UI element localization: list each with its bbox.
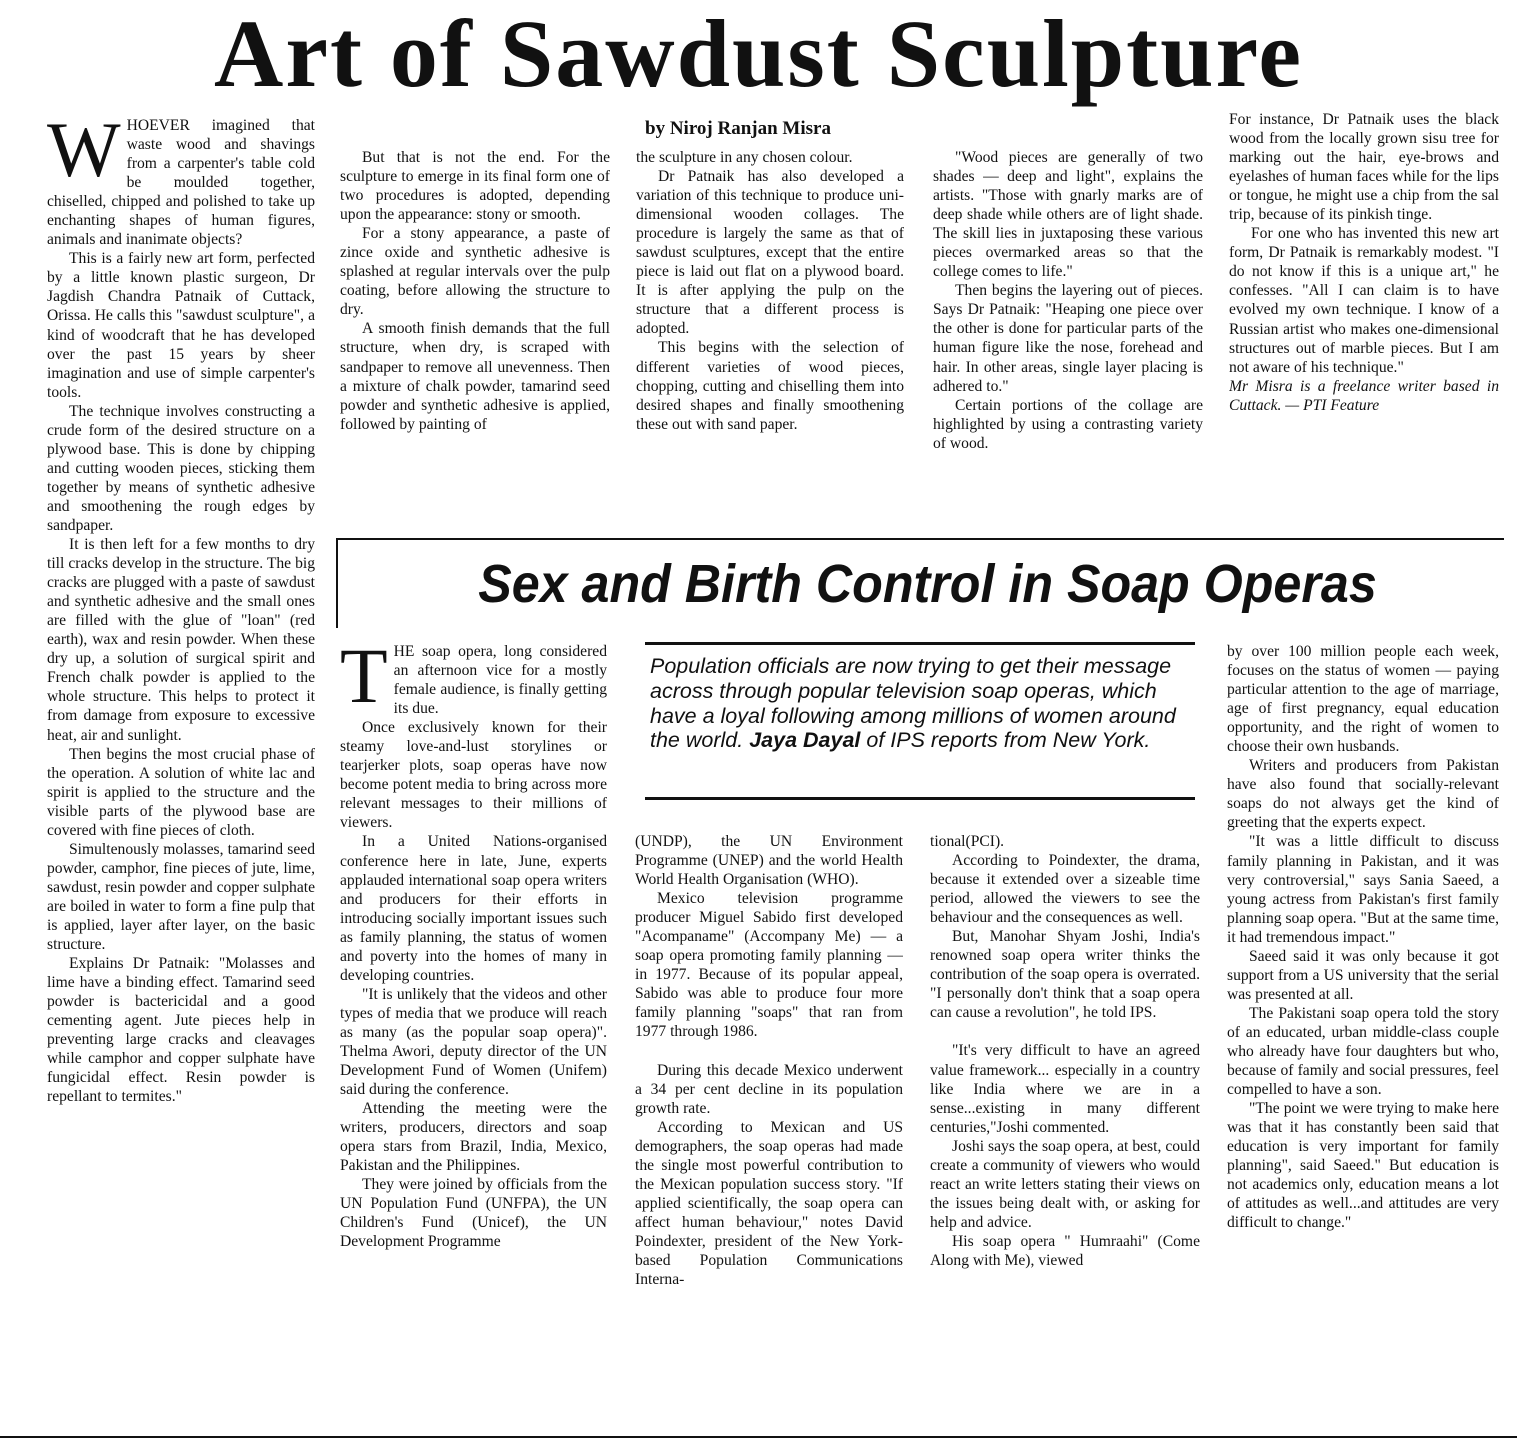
- paragraph: This begins with the selection of different varieties of wood pieces, chopping, cutting and chiselling them into desired shapes and finally smoothening these out with sand paper.: [636, 339, 904, 433]
- paragraph: For instance, Dr Patnaik uses the black wood from the locally grown sisu tree for marking out the hair, eye-brows and eyelashes of human faces while for the lips or tongue, he might use a chip from the sal trip, because of its pinkish tinge.: [1229, 111, 1499, 224]
- standfirst-author: Jaya Dayal: [749, 728, 861, 753]
- article1-column-5: [1229, 110, 1499, 532]
- paragraph: WHOEVER imagined that waste wood and shavings from a carpenter's table cold be moulded together, chiselled, chipped and polished to take up enchanting shapes of human figures, animals and inanimate objects?: [47, 116, 315, 249]
- paragraph: They were joined by officials from the UN Population Fund (UNFPA), the UN Children's Fund (Unicef), the UN Development Programme: [340, 1176, 607, 1251]
- paragraph: His soap opera " Humraahi" (Come Along with Me), viewed: [930, 1232, 1200, 1269]
- paragraph: Joshi says the soap opera, at best, could create a community of viewers who would react an write letters stating their views on the issues being dealt with, or asking for help and advice.: [930, 1137, 1200, 1231]
- article1-column-4: [933, 148, 1203, 530]
- paragraph: Simultenously molasses, tamarind seed powder, camphor, fine pieces of jute, lime, sawdust, resin powder and copper sulphate are boiled in water to form a fine pulp that is applied, layer after layer, on the basic structure.: [47, 840, 315, 954]
- paragraph: Certain portions of the collage are highlighted by using a contrasting variety of wood.: [933, 396, 1203, 452]
- article2-column-4: [930, 832, 1200, 1422]
- paragraph: "It was a little difficult to discuss family planning in Pakistan, and it was very controversial," says Sania Saeed, a young actress from Pakistan's first family planning soap opera. "But at the same time, it had tremendous impact.": [1227, 833, 1499, 946]
- standfirst-bottom-rule: [645, 797, 1195, 800]
- paragraph: Then begins the most crucial phase of the operation. A solution of white lac and spirit is applied to the structure and the visible parts of the plywood base are covered with fine pieces of cloth.: [47, 745, 315, 839]
- paragraph: This is a fairly new art form, perfected by a little known plastic surgeon, Dr Jagdish Chandra Patnaik of Cuttack, Orissa. He calls this "sawdust sculpture", a kind of woodcraft that he has developed over the past 15 years by sheer imagination and use of simple carpenter's tools.: [47, 250, 315, 401]
- paragraph: Mexico television programme producer Miguel Sabido first developed "Acompaname" (Accompany Me) — a soap opera promoting family planning — in 1977. Because of its popular appeal, Sabido was able to produce four more family planning "soaps" that ran from 1977 through 1986.: [635, 890, 903, 1041]
- paragraph: For one who has invented this new art form, Dr Patnaik is remarkably modest. "I do not know if this is a unique art," he confesses. "All I can claim is to have evolved my own technique. I know of a Russian artist who makes one-dimensional structures out of marble pieces. But I am not aware of his technique.": [1229, 225, 1499, 376]
- article1-byline: by Niroj Ranjan Misra: [645, 118, 831, 139]
- paragraph: According to Poindexter, the drama, because it extended over a sizeable time period, allowed the viewers to see the behaviour and the consequences as well.: [930, 852, 1200, 927]
- article1-headline: Art of Sawdust Sculpture: [214, 0, 1303, 107]
- paragraph: Explains Dr Patnaik: "Molasses and lime have a binding effect. Tamarind seed powder is bactericidal and a good cementing agent. Jute pieces help in preventing large cracks and cleavages while camphor and copper sulphate have fungicidal effect. Resin powder is repellant to termites.": [47, 955, 315, 1106]
- paragraph: It is then left for a few months to dry till cracks develop in the structure. The big cracks are plugged with a paste of sawdust and synthetic adhesive and the small ones are filled with the glue of "loan" (red earth), wax and resin powder. When these dry up, a solution of surgical spirit and French chalk powder is applied to the whole structure. This helps to protect it from damage from exposure to excessive heat, air and sunlight.: [47, 536, 315, 744]
- article2-standfirst: Population officials are now trying to get their message across through popular television soap operas, which have a loyal following among millions of women around the world. Jaya Dayal of IPS reports from New York.: [650, 654, 1176, 753]
- paragraph: Attending the meeting were the writers, producers, directors and soap opera stars from Brazil, India, Mexico, Pakistan and the Philippines.: [340, 1100, 607, 1175]
- paragraph: According to Mexican and US demographers, the soap operas had made the single most powerful contribution to the Mexican population success story. "If applied scientifically, the soap opera can affect human behaviour," notes David Poindexter, president of the New York-based Population Communications Interna-: [635, 1118, 903, 1289]
- paragraph: (UNDP), the UN Environment Programme (UNEP) and the world Health World Health Organisation (WHO).: [635, 833, 903, 889]
- article1-column-1: [47, 116, 315, 1416]
- paragraph: But, Manohar Shyam Joshi, India's renowned soap opera writer thinks the contribution of the soap opera is overrated. "I personally don't think that a soap opera can cause a revolution", he told IPS.: [930, 928, 1200, 1022]
- paragraph: The technique involves constructing a crude form of the desired structure on a plywood base. This is done by chipping and cutting wooden pieces, sticking them together by means of synthetic adhesive and smoothening the rough edges by sandpaper.: [47, 402, 315, 534]
- paragraph: A smooth finish demands that the full structure, when dry, is scraped with sandpaper to remove all unevenness. Then a mixture of chalk powder, tamarind seed powder and synthetic adhesive is applied, followed by painting of: [340, 320, 610, 433]
- article2-column-3: [635, 832, 903, 1422]
- paragraph: During this decade Mexico underwent a 34 per cent decline in its population growth rate.: [635, 1061, 903, 1117]
- paragraph: "Wood pieces are generally of two shades — deep and light", explains the artists. "Those with gnarly marks are of deep shade while others are of light shade. The skill lies in juxtaposing these various pieces overmarked areas so that the college comes to life.": [933, 149, 1203, 281]
- article2-column-2: [340, 642, 607, 1422]
- article1-column-3: [636, 148, 904, 530]
- paragraph: But that is not the end. For the sculpture to emerge in its final form one of two procedures is adopted, depending upon the appearance: stony or smooth.: [340, 149, 610, 224]
- paragraph: Dr Patnaik has also developed a variation of this technique to produce uni-dimensional wooden collages. The procedure is largely the same as that of sawdust sculptures, except that the entire piece is laid out flat on a plywood board. It is after applying the pulp on the structure that a different process is adopted.: [636, 168, 904, 338]
- paragraph: tional(PCI).: [930, 833, 1005, 850]
- paragraph: Saeed said it was only because it got support from a US university that the serial was presented at all.: [1227, 947, 1499, 1003]
- section-divider-vertical: [336, 538, 338, 628]
- drop-cap: T: [340, 642, 388, 719]
- paragraph: by over 100 million people each week, focuses on the status of women — paying particular attention to the age of marriage, age of first pregnancy, equal education opportunity, and the right of women to choose their own husbands.: [1227, 643, 1499, 756]
- paragraph: THE soap opera, long considered an afternoon vice for a mostly female audience, is finally getting its due.: [340, 642, 607, 719]
- drop-cap: W: [47, 116, 121, 193]
- paragraph: For a stony appearance, a paste of zince oxide and synthetic adhesive is splashed at regular intervals over the pulp coating, before allowing the structure to dry.: [340, 225, 610, 319]
- article2-column-5: [1227, 642, 1499, 1427]
- section-divider: [336, 538, 1504, 540]
- article1-credit: Mr Misra is a freelance writer based in Cuttack. — PTI Feature: [1229, 377, 1499, 414]
- paragraph: "It's very difficult to have an agreed value framework... especially in a country like India where we are in a sense...existing in many different centuries,"Joshi commented.: [930, 1042, 1200, 1136]
- article2-headline: Sex and Birth Control in Soap Operas: [478, 554, 1377, 614]
- page-bottom-rule: [0, 1436, 1517, 1438]
- paragraph: "The point we were trying to make here was that it has constantly been said that education is very important for family planning", said Saeed." But education is not academics only, education means a lot of attitudes as well...and attitudes are very difficult to change.": [1227, 1100, 1499, 1232]
- paragraph: the sculpture in any chosen colour.: [636, 149, 853, 166]
- paragraph: Then begins the layering out of pieces. Says Dr Patnaik: "Heaping one piece over the other is done for particular parts of the human figure like the nose, forehead and hair. In other areas, single layer placing is adhered to.": [933, 282, 1203, 395]
- paragraph: Writers and producers from Pakistan have also found that socially-relevant soaps do not always get the kind of greeting that the experts expect.: [1227, 757, 1499, 832]
- paragraph: In a United Nations-organised conference here in late, June, experts applauded international soap opera writers and producers for their efforts in introducing socially important issues such as family planning, the status of women and poverty into the homes of many in developing countries.: [340, 833, 607, 984]
- standfirst-top-rule: [645, 642, 1195, 645]
- article1-column-2: [340, 148, 610, 530]
- paragraph: Once exclusively known for their steamy love-and-lust storylines or tearjerker plots, soap operas have now become potent media to bring across more relevant messages to their millions of viewers.: [340, 719, 607, 832]
- paragraph: "It is unlikely that the videos and other types of media that we produce will reach as many (as the popular soap opera)". Thelma Awori, deputy director of the UN Development Fund of Women (Unifem) said during the conference.: [340, 985, 607, 1099]
- paragraph: The Pakistani soap opera told the story of an educated, urban middle-class couple who already have four daughters but who, because of family and social pressures, feel compelled to have a son.: [1227, 1004, 1499, 1099]
